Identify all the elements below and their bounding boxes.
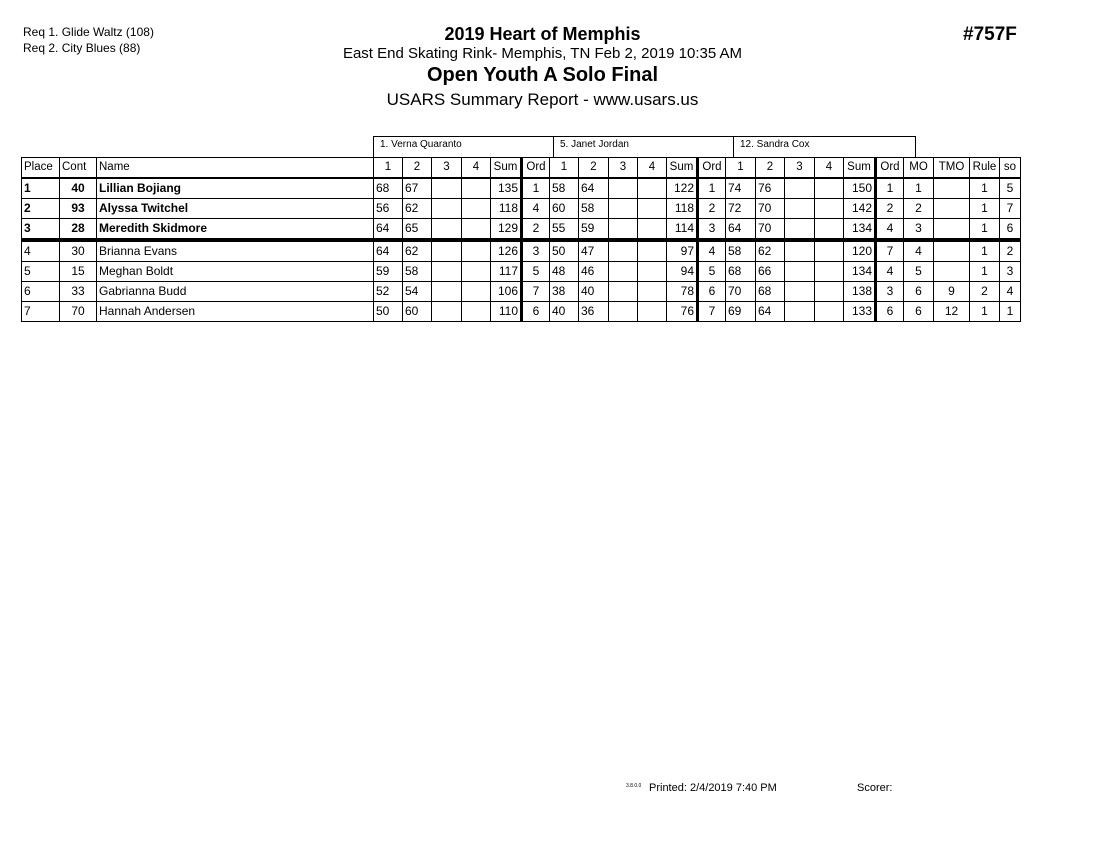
skater-name-cell: Hannah Andersen — [97, 302, 374, 322]
place-cell: 5 — [22, 262, 60, 282]
judge-2-sum-cell: 94 — [667, 262, 698, 282]
judge-3-mark-2-cell: 66 — [756, 262, 785, 282]
place-cell: 1 — [22, 178, 60, 199]
col-j3-m1: 1 — [726, 158, 756, 179]
table-row — [22, 302, 1021, 322]
judge-3-sum-cell: 120 — [844, 240, 876, 262]
judge-1-sum-cell: 129 — [491, 219, 522, 241]
judge-1-mark-1-cell: 56 — [374, 199, 403, 219]
tmo-cell — [934, 262, 970, 282]
judge-2-sum-cell: 76 — [667, 302, 698, 322]
judge-3-mark-4-cell — [815, 178, 844, 199]
report-title: USARS Summary Report - www.usars.us — [386, 90, 699, 109]
judge-1-ordinal-cell: 3 — [522, 240, 550, 262]
table-row — [22, 282, 1021, 302]
judge-3-mark-2-cell: 70 — [756, 219, 785, 241]
col-j1-m1: 1 — [374, 158, 403, 179]
judge-1-sum-cell: 110 — [491, 302, 522, 322]
place-cell: 2 — [22, 199, 60, 219]
judge-header-1: 1. Verna Quaranto — [373, 136, 554, 157]
judge-3-mark-4-cell — [815, 302, 844, 322]
judge-2-mark-2-cell: 36 — [579, 302, 609, 322]
judge-2-mark-2-cell: 46 — [579, 262, 609, 282]
judge-2-ordinal-cell: 3 — [698, 219, 726, 241]
judge-2-mark-2-cell: 47 — [579, 240, 609, 262]
tmo-cell — [934, 178, 970, 199]
table-row — [22, 178, 1021, 199]
so-cell: 6 — [1000, 219, 1021, 241]
col-j3-m3: 3 — [785, 158, 815, 179]
rule-cell: 1 — [970, 199, 1000, 219]
results-table — [21, 157, 1021, 322]
judge-3-mark-4-cell — [815, 199, 844, 219]
so-cell: 4 — [1000, 282, 1021, 302]
rule-cell: 1 — [970, 178, 1000, 199]
judge-1-mark-1-cell: 64 — [374, 219, 403, 241]
judge-2-mark-3-cell — [609, 302, 638, 322]
judge-2-mark-2-cell: 64 — [579, 178, 609, 199]
judge-3-mark-3-cell — [785, 219, 815, 241]
judge-1-ordinal-cell: 4 — [522, 199, 550, 219]
rule-cell: 1 — [970, 302, 1000, 322]
judge-2-mark-1-cell: 55 — [550, 219, 579, 241]
judge-1-mark-2-cell: 54 — [403, 282, 432, 302]
judge-3-mark-4-cell — [815, 240, 844, 262]
col-name: Name — [97, 158, 374, 179]
place-cell: 3 — [22, 219, 60, 241]
judge-3-mark-1-cell: 64 — [726, 219, 756, 241]
skater-name-cell: Alyssa Twitchel — [97, 199, 374, 219]
table-row — [22, 199, 1021, 219]
mo-cell: 5 — [904, 262, 934, 282]
competition-title: Open Youth A Solo Final — [426, 64, 659, 86]
col-j1-sum: Sum — [491, 158, 522, 179]
judge-1-mark-3-cell — [432, 240, 462, 262]
rule-cell: 1 — [970, 262, 1000, 282]
judge-1-ordinal-cell: 2 — [522, 219, 550, 241]
judge-3-ordinal-cell: 6 — [876, 302, 904, 322]
judge-3-mark-1-cell: 58 — [726, 240, 756, 262]
judge-2-mark-1-cell: 50 — [550, 240, 579, 262]
judge-1-mark-4-cell — [462, 240, 491, 262]
judge-1-mark-2-cell: 67 — [403, 178, 432, 199]
col-j2-sum: Sum — [667, 158, 698, 179]
so-cell: 1 — [1000, 302, 1021, 322]
judge-1-mark-1-cell: 64 — [374, 240, 403, 262]
judge-2-mark-1-cell: 40 — [550, 302, 579, 322]
judge-1-ordinal-cell: 5 — [522, 262, 550, 282]
judge-3-mark-4-cell — [815, 262, 844, 282]
tmo-cell — [934, 240, 970, 262]
judge-1-mark-4-cell — [462, 199, 491, 219]
col-j1-ord: Ord — [522, 158, 550, 179]
printed-timestamp: Printed: 2/4/2019 7:40 PM — [649, 782, 777, 794]
judge-1-sum-cell: 106 — [491, 282, 522, 302]
judge-3-mark-3-cell — [785, 262, 815, 282]
place-cell: 7 — [22, 302, 60, 322]
mo-cell: 3 — [904, 219, 934, 241]
judge-1-mark-2-cell: 62 — [403, 240, 432, 262]
contestant-number-cell: 40 — [60, 178, 97, 199]
mo-cell: 2 — [904, 199, 934, 219]
judge-1-sum-cell: 126 — [491, 240, 522, 262]
table-row — [22, 262, 1021, 282]
judge-3-mark-3-cell — [785, 302, 815, 322]
judge-3-ordinal-cell: 2 — [876, 199, 904, 219]
scorer-label: Scorer: — [857, 782, 893, 794]
judge-3-sum-cell: 142 — [844, 199, 876, 219]
judge-2-sum-cell: 78 — [667, 282, 698, 302]
judge-2-ordinal-cell: 5 — [698, 262, 726, 282]
judge-3-ordinal-cell: 4 — [876, 262, 904, 282]
judge-2-mark-3-cell — [609, 178, 638, 199]
judge-3-mark-2-cell: 70 — [756, 199, 785, 219]
judge-1-sum-cell: 117 — [491, 262, 522, 282]
judge-3-ordinal-cell: 3 — [876, 282, 904, 302]
col-j2-m3: 3 — [609, 158, 638, 179]
rule-cell: 2 — [970, 282, 1000, 302]
col-j3-ord: Ord — [876, 158, 904, 179]
contestant-number-cell: 33 — [60, 282, 97, 302]
judge-1-ordinal-cell: 6 — [522, 302, 550, 322]
col-j2-ord: Ord — [698, 158, 726, 179]
judge-3-mark-2-cell: 76 — [756, 178, 785, 199]
event-code: #757F — [963, 24, 1017, 45]
table-row — [22, 219, 1021, 241]
col-cont: Cont — [60, 158, 97, 179]
judge-3-mark-3-cell — [785, 240, 815, 262]
rule-cell: 1 — [970, 219, 1000, 241]
judge-1-mark-3-cell — [432, 178, 462, 199]
judge-2-mark-2-cell: 59 — [579, 219, 609, 241]
judge-1-mark-3-cell — [432, 302, 462, 322]
col-j2-m4: 4 — [638, 158, 667, 179]
table-row — [22, 240, 1021, 262]
col-tmo: TMO — [934, 158, 970, 179]
skater-name-cell: Lillian Bojiang — [97, 178, 374, 199]
judge-1-mark-1-cell: 50 — [374, 302, 403, 322]
judge-2-mark-2-cell: 40 — [579, 282, 609, 302]
judge-3-sum-cell: 134 — [844, 262, 876, 282]
judge-3-mark-4-cell — [815, 219, 844, 241]
judge-2-mark-1-cell: 58 — [550, 178, 579, 199]
mo-cell: 6 — [904, 282, 934, 302]
judge-3-mark-2-cell: 64 — [756, 302, 785, 322]
tmo-cell: 12 — [934, 302, 970, 322]
col-place: Place — [22, 158, 60, 179]
judge-2-mark-4-cell — [638, 302, 667, 322]
judge-2-mark-3-cell — [609, 219, 638, 241]
so-cell: 2 — [1000, 240, 1021, 262]
judge-1-mark-2-cell: 62 — [403, 199, 432, 219]
judge-1-ordinal-cell: 7 — [522, 282, 550, 302]
judge-1-mark-2-cell: 60 — [403, 302, 432, 322]
judge-2-mark-3-cell — [609, 262, 638, 282]
judge-2-mark-4-cell — [638, 219, 667, 241]
col-j1-m3: 3 — [432, 158, 462, 179]
col-j3-sum: Sum — [844, 158, 876, 179]
judge-1-mark-4-cell — [462, 178, 491, 199]
col-rule: Rule — [970, 158, 1000, 179]
contestant-number-cell: 93 — [60, 199, 97, 219]
column-header-row — [22, 158, 1021, 179]
event-venue-date: East End Skating Rink- Memphis, TN Feb 2, 2019 10:35 AM — [342, 45, 743, 62]
col-j2-m1: 1 — [550, 158, 579, 179]
judge-2-sum-cell: 118 — [667, 199, 698, 219]
judge-2-mark-4-cell — [638, 262, 667, 282]
judge-1-sum-cell: 135 — [491, 178, 522, 199]
judge-2-ordinal-cell: 6 — [698, 282, 726, 302]
contestant-number-cell: 15 — [60, 262, 97, 282]
judge-3-sum-cell: 138 — [844, 282, 876, 302]
mo-cell: 1 — [904, 178, 934, 199]
judge-3-mark-2-cell: 62 — [756, 240, 785, 262]
col-j3-m2: 2 — [756, 158, 785, 179]
contestant-number-cell: 30 — [60, 240, 97, 262]
judge-1-mark-3-cell — [432, 219, 462, 241]
judge-2-ordinal-cell: 4 — [698, 240, 726, 262]
judge-1-mark-4-cell — [462, 262, 491, 282]
rule-cell: 1 — [970, 240, 1000, 262]
judge-3-ordinal-cell: 1 — [876, 178, 904, 199]
tmo-cell — [934, 219, 970, 241]
judge-2-mark-4-cell — [638, 282, 667, 302]
so-cell: 3 — [1000, 262, 1021, 282]
judge-2-mark-3-cell — [609, 240, 638, 262]
judge-3-mark-1-cell: 68 — [726, 262, 756, 282]
event-title: 2019 Heart of Memphis — [444, 24, 641, 44]
judge-1-mark-3-cell — [432, 199, 462, 219]
judge-3-mark-1-cell: 74 — [726, 178, 756, 199]
judge-3-mark-3-cell — [785, 178, 815, 199]
judge-3-mark-1-cell: 72 — [726, 199, 756, 219]
judge-2-mark-3-cell — [609, 199, 638, 219]
judge-3-mark-1-cell: 69 — [726, 302, 756, 322]
judge-1-sum-cell: 118 — [491, 199, 522, 219]
judge-2-sum-cell: 114 — [667, 219, 698, 241]
judge-3-mark-3-cell — [785, 199, 815, 219]
tmo-cell — [934, 199, 970, 219]
col-j3-m4: 4 — [815, 158, 844, 179]
judge-2-mark-4-cell — [638, 240, 667, 262]
skater-name-cell: Meredith Skidmore — [97, 219, 374, 241]
judge-3-ordinal-cell: 7 — [876, 240, 904, 262]
contestant-number-cell: 28 — [60, 219, 97, 241]
judge-3-mark-3-cell — [785, 282, 815, 302]
judge-2-mark-2-cell: 58 — [579, 199, 609, 219]
judge-2-sum-cell: 97 — [667, 240, 698, 262]
col-j1-m2: 2 — [403, 158, 432, 179]
so-cell: 5 — [1000, 178, 1021, 199]
judge-1-mark-2-cell: 58 — [403, 262, 432, 282]
judge-3-mark-2-cell: 68 — [756, 282, 785, 302]
judge-header-2: 5. Janet Jordan — [553, 136, 734, 157]
col-so: so — [1000, 158, 1021, 179]
judge-1-mark-4-cell — [462, 219, 491, 241]
col-mo: MO — [904, 158, 934, 179]
judge-3-ordinal-cell: 4 — [876, 219, 904, 241]
mo-cell: 4 — [904, 240, 934, 262]
judge-2-mark-4-cell — [638, 199, 667, 219]
judge-2-mark-1-cell: 38 — [550, 282, 579, 302]
judge-3-sum-cell: 133 — [844, 302, 876, 322]
judge-1-mark-1-cell: 68 — [374, 178, 403, 199]
judge-2-ordinal-cell: 2 — [698, 199, 726, 219]
judge-2-mark-1-cell: 60 — [550, 199, 579, 219]
judge-1-mark-1-cell: 59 — [374, 262, 403, 282]
col-j2-m2: 2 — [579, 158, 609, 179]
judge-1-mark-3-cell — [432, 262, 462, 282]
judge-1-mark-2-cell: 65 — [403, 219, 432, 241]
judge-2-sum-cell: 122 — [667, 178, 698, 199]
judge-3-mark-1-cell: 70 — [726, 282, 756, 302]
skater-name-cell: Meghan Boldt — [97, 262, 374, 282]
judge-1-mark-3-cell — [432, 282, 462, 302]
tmo-cell: 9 — [934, 282, 970, 302]
judge-2-ordinal-cell: 7 — [698, 302, 726, 322]
judge-3-sum-cell: 150 — [844, 178, 876, 199]
judge-1-mark-4-cell — [462, 302, 491, 322]
so-cell: 7 — [1000, 199, 1021, 219]
results-body — [22, 178, 1021, 322]
judge-2-ordinal-cell: 1 — [698, 178, 726, 199]
required-element-1: Req 1. Glide Waltz (108) — [23, 25, 154, 39]
judge-3-mark-4-cell — [815, 282, 844, 302]
required-element-2: Req 2. City Blues (88) — [23, 41, 141, 55]
judge-2-mark-4-cell — [638, 178, 667, 199]
skater-name-cell: Gabrianna Budd — [97, 282, 374, 302]
judge-1-mark-4-cell — [462, 282, 491, 302]
place-cell: 6 — [22, 282, 60, 302]
software-version: 3.8.0.0 — [626, 783, 642, 789]
contestant-number-cell: 70 — [60, 302, 97, 322]
judge-2-mark-3-cell — [609, 282, 638, 302]
col-j1-m4: 4 — [462, 158, 491, 179]
mo-cell: 6 — [904, 302, 934, 322]
judge-1-ordinal-cell: 1 — [522, 178, 550, 199]
judge-2-mark-1-cell: 48 — [550, 262, 579, 282]
judge-3-sum-cell: 134 — [844, 219, 876, 241]
place-cell: 4 — [22, 240, 60, 262]
judge-1-mark-1-cell: 52 — [374, 282, 403, 302]
skater-name-cell: Brianna Evans — [97, 240, 374, 262]
judge-header-3: 12. Sandra Cox — [733, 136, 916, 157]
